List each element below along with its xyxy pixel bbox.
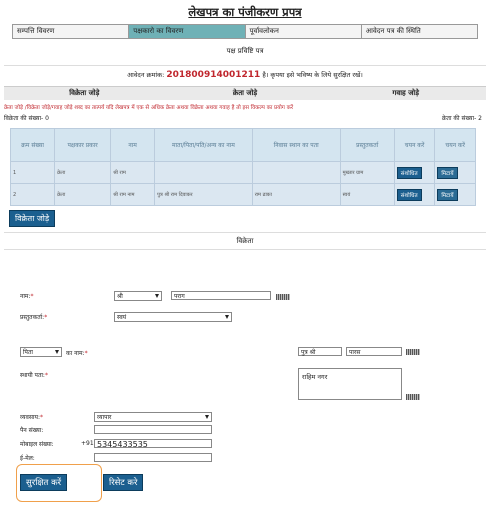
delete-button[interactable]: मिटायें bbox=[437, 189, 457, 201]
registration-form-page bbox=[4, 2, 486, 250]
tab-party-details[interactable]: पक्षकारो का विवरण bbox=[129, 25, 245, 38]
address-label-text: स्थायी पता: bbox=[20, 372, 45, 379]
keyboard-icon[interactable] bbox=[276, 294, 290, 300]
party-table bbox=[10, 128, 476, 206]
presenter-label bbox=[20, 313, 47, 321]
chevron-down-icon bbox=[205, 415, 209, 419]
presenter-label-text: प्रस्तुतकर्ता: bbox=[20, 314, 45, 321]
delete-button[interactable]: मिटायें bbox=[437, 167, 457, 179]
edit-button[interactable]: संशोधित bbox=[397, 189, 422, 201]
mobile-label: मोबाइल संख्या: bbox=[20, 441, 54, 448]
table-header-row bbox=[11, 129, 476, 162]
salutation-value: श्री bbox=[117, 293, 123, 300]
main-tabs bbox=[12, 24, 478, 39]
mobile-input[interactable]: 5345433535 bbox=[94, 439, 212, 448]
subtab-add-buyer[interactable]: क्रेता जोड़े bbox=[232, 89, 258, 97]
subtab-add-seller[interactable]: विक्रेता जोड़े bbox=[69, 89, 100, 97]
col-party-type: पक्षकार प्रकार bbox=[55, 129, 111, 162]
buyer-count: क्रेता की संख्या- 2 bbox=[441, 115, 482, 122]
instruction-note: क्रेता जोड़े /विक्रेता जोड़े/गवाह जोड़े शब्द का तात्पर्य यदि लेखपत्र में एक से अधिक क्रेता अथवा विक्रेता अथवा गवाह है तो इस विकल्प का प्रयोग करें bbox=[4, 105, 294, 111]
cell-name: श्री राम नाम bbox=[111, 184, 155, 206]
cell-presenter: मुख्तार ग्राम bbox=[340, 162, 394, 184]
address-label bbox=[20, 371, 48, 379]
email-input[interactable] bbox=[94, 453, 212, 462]
pan-label: पैन संख्या: bbox=[20, 427, 44, 434]
edit-button[interactable]: संशोधित bbox=[397, 167, 422, 179]
application-number: 201800914001211 bbox=[166, 70, 261, 80]
party-subtabs bbox=[4, 86, 486, 100]
col-address: निवास स्थान का पता bbox=[252, 129, 340, 162]
cell-delete bbox=[435, 184, 476, 206]
application-number-line bbox=[4, 65, 486, 82]
cell-delete bbox=[435, 162, 476, 184]
chevron-down-icon bbox=[155, 294, 159, 298]
col-name: नाम bbox=[111, 129, 155, 162]
mobile-prefix: +91 bbox=[81, 440, 94, 447]
occupation-label bbox=[20, 413, 43, 421]
table-row bbox=[11, 184, 476, 206]
salutation-select[interactable] bbox=[114, 291, 162, 301]
cell-party-type: क्रेता bbox=[55, 162, 111, 184]
tab-property-details[interactable]: सम्पत्ति विवरण bbox=[13, 25, 129, 38]
subtab-add-witness[interactable]: गवाह जोड़े bbox=[392, 89, 419, 97]
keyboard-icon[interactable] bbox=[406, 394, 420, 400]
add-seller-button[interactable]: विक्रेता जोड़े bbox=[9, 210, 55, 227]
party-counts bbox=[4, 114, 486, 122]
relation-label-text: का नाम: bbox=[66, 350, 85, 357]
seller-section-header: विक्रेता bbox=[4, 232, 486, 250]
required-mark: * bbox=[84, 350, 88, 357]
relation-prefix-input[interactable]: पुत्र श्री bbox=[298, 347, 342, 356]
occupation-select[interactable] bbox=[94, 412, 212, 422]
tab-application-status[interactable]: आवेदन पत्र की स्थिति bbox=[362, 25, 477, 38]
required-mark: * bbox=[44, 314, 48, 321]
presenter-value: स्वयं bbox=[117, 314, 127, 321]
required-mark: * bbox=[44, 372, 48, 379]
app-prefix: आवेदन क्रमांक: bbox=[127, 71, 165, 79]
relation-value: पिता bbox=[23, 349, 33, 356]
chevron-down-icon bbox=[225, 315, 229, 319]
cell-name: श्री राम bbox=[111, 162, 155, 184]
address-textarea[interactable]: राहिम नगर bbox=[298, 368, 402, 400]
name-label-text: नाम: bbox=[20, 293, 31, 300]
form-subtitle: पक्ष प्रविष्टि पत्र bbox=[226, 47, 264, 55]
relation-name-input[interactable]: पारस bbox=[346, 347, 402, 356]
keyboard-icon[interactable] bbox=[406, 349, 420, 355]
col-presenter: प्रस्तुतकर्ता bbox=[340, 129, 394, 162]
seller-count: विक्रेता की संख्या- 0 bbox=[4, 115, 49, 122]
app-suffix: है। कृपया इसे भविष्य के लिये सुरक्षित रखें। bbox=[262, 71, 363, 79]
page-title: लेखपत्र का पंजीकरण प्रपत्र bbox=[188, 5, 302, 19]
cell-serial: 2 bbox=[11, 184, 55, 206]
presenter-select[interactable] bbox=[114, 312, 232, 322]
reset-button[interactable]: रिसेट करे bbox=[103, 474, 143, 491]
cell-address: राम ढाका bbox=[252, 184, 340, 206]
email-label: ई-मेल: bbox=[20, 455, 35, 462]
occupation-label-text: व्यवसाय: bbox=[20, 414, 40, 421]
name-label bbox=[20, 292, 34, 300]
cell-edit bbox=[394, 184, 435, 206]
cell-presenter: स्वयं bbox=[340, 184, 394, 206]
required-mark: * bbox=[39, 414, 43, 421]
save-button[interactable]: सुरक्षित करें bbox=[20, 474, 67, 491]
cell-edit bbox=[394, 162, 435, 184]
col-select-delete: चयन करें bbox=[435, 129, 476, 162]
occupation-value: व्यापार bbox=[97, 414, 112, 421]
relation-select[interactable] bbox=[20, 347, 62, 357]
name-input[interactable]: पराग bbox=[171, 291, 271, 300]
col-relative-name: माता/पिता/पति/अन्य का नाम bbox=[155, 129, 253, 162]
required-mark: * bbox=[30, 293, 34, 300]
pan-input[interactable] bbox=[94, 425, 212, 434]
cell-party-type: क्रेता bbox=[55, 184, 111, 206]
col-serial: क्रम संख्या bbox=[11, 129, 55, 162]
cell-relative-name: पुत्र श्री राम दिवाकर bbox=[155, 184, 253, 206]
tab-preview[interactable]: पूर्वावलोकन bbox=[246, 25, 362, 38]
cell-relative-name bbox=[155, 162, 253, 184]
cell-serial: 1 bbox=[11, 162, 55, 184]
cell-address bbox=[252, 162, 340, 184]
relation-name-label bbox=[66, 349, 88, 357]
table-row bbox=[11, 162, 476, 184]
col-select-edit: चयन करें bbox=[394, 129, 435, 162]
chevron-down-icon bbox=[55, 350, 59, 354]
